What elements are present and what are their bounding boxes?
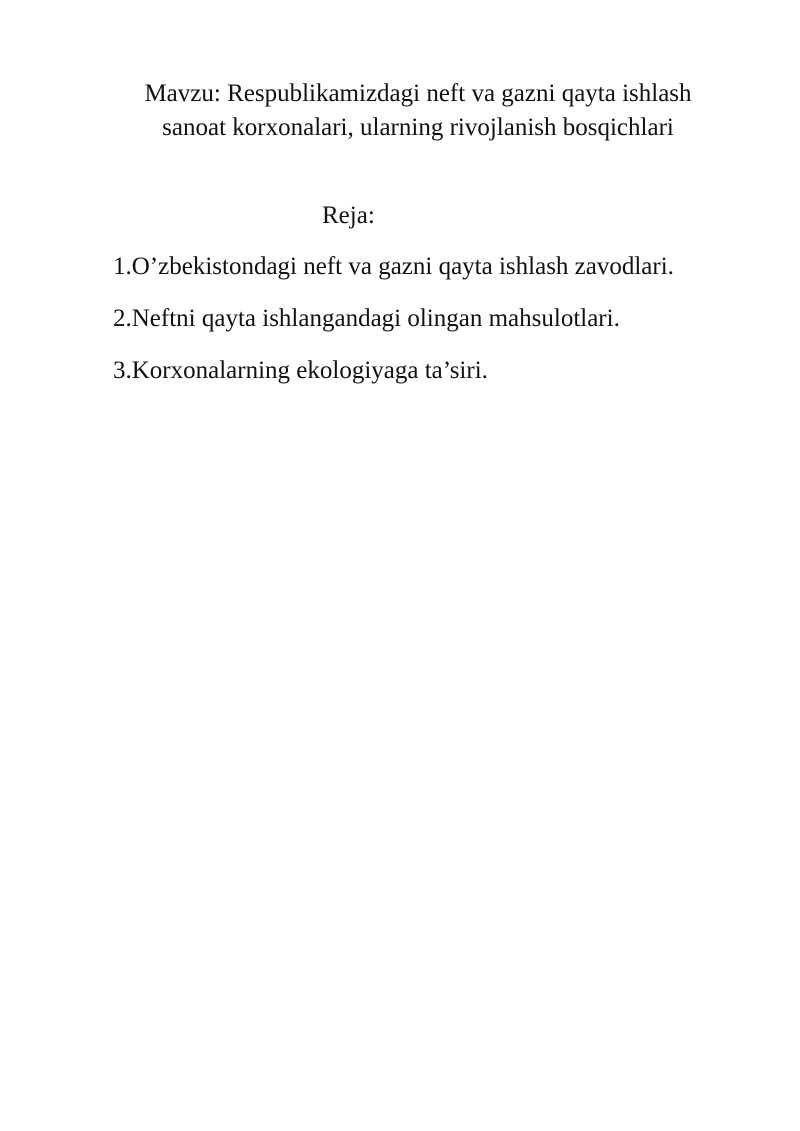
plan-item-2: 2.Neftni qayta ishlangandagi olingan mahsulotlari. (113, 305, 620, 332)
document-title: Mavzu: Respublikamizdagi neft va gazni qayta ishlash sanoat korxonalari, ularning rivojlanish bosqichlari (144, 80, 692, 141)
plan-item-1: 1.O’zbekistondagi neft va gazni qayta ishlash zavodlari. (113, 253, 674, 280)
plan-heading: Reja: (322, 202, 375, 229)
plan-item-3: 3.Korxonalarning ekologiyaga ta’siri. (113, 357, 488, 384)
plan-list (113, 250, 723, 406)
